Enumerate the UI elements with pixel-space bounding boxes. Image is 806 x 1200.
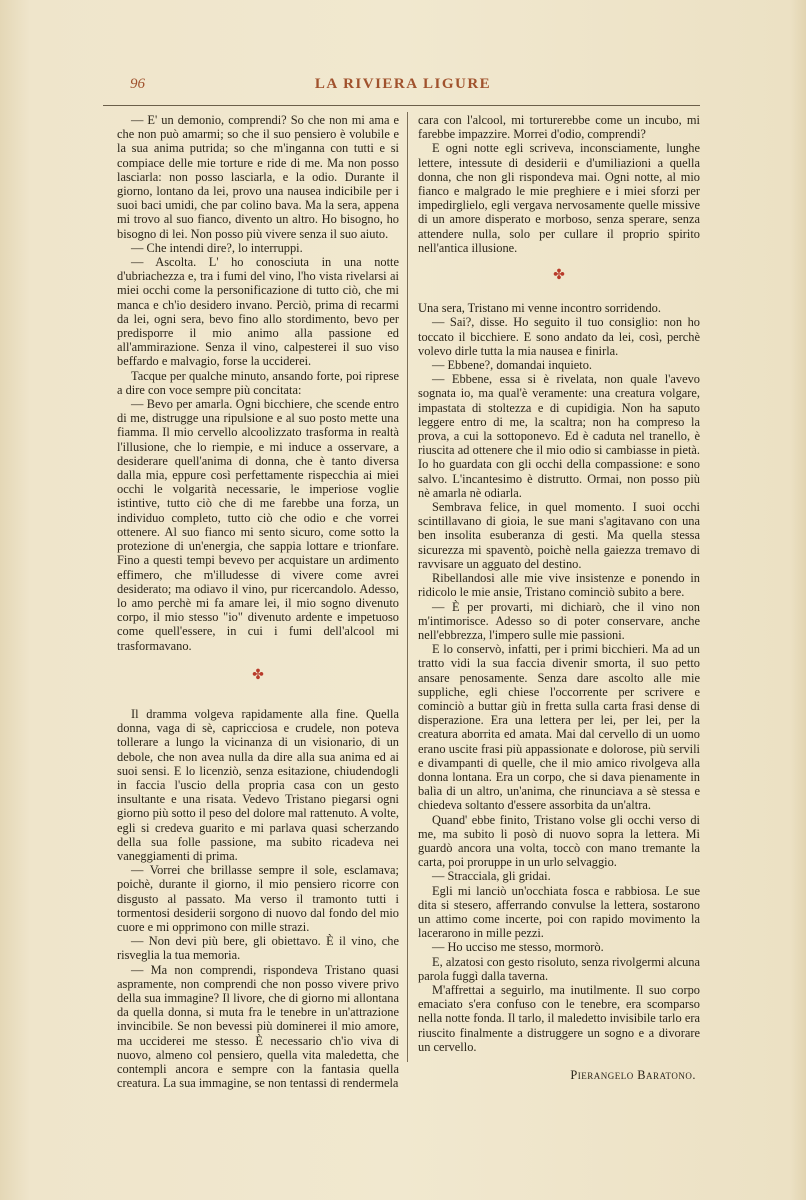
paragraph: cara con l'alcool, mi torturerebbe come un incubo, mi farebbe impazzire. Morrei d'odio, comprendi?	[418, 113, 700, 142]
paragraph: — Non devi più bere, gli obiettavo. È il vino, che risveglia la tua memoria.	[117, 934, 399, 963]
paragraph: Il dramma volgeva rapidamente alla fine. Quella donna, vaga di sè, capricciosa e crudele, non poteva tollerare a lungo la vicinanza di un visionario, di un debole, che non avea nulla da dire alla sua anima ed ai suoi sensi. E lo licenziò, senza esitazione, chiudendogli in faccia l'uscio della propria casa con un gesto insultante e una risata. Vedevo Tristano piegarsi ogni giorno più sotto il peso del dolore mal rattenuto. A volte, egli si credeva guarito e mi parlava quasi scherzando della sua folle passione, ma subito ricadeva nei vaneggiamenti di prima.	[117, 706, 399, 863]
paragraph: Sembrava felice, in quel momento. I suoi occhi scintillavano di gioia, le sue mani s'agitavano con una ben insolita esuberanza di gesti. Ma quella stessa sicurezza mi spaventò, poichè nella gaiezza tremavo di ravvisare un agguato del destino.	[418, 500, 700, 571]
left-column	[117, 113, 399, 1090]
paragraph: Quand' ebbe finito, Tristano volse gli occhi verso di me, ma subito li posò di nuovo sopra la lettera. Mi guardò ancora una volta, toccò con mano tremante la carta, poi proruppe in un urlo selvaggio.	[418, 812, 700, 870]
paragraph: E lo conservò, infatti, per i primi bicchieri. Ma ad un tratto vidi la sua faccia divenir smorta, il suo petto ansare penosamente. Senza dare ascolto alle mie suppliche, egli chiese l'occorrente per scrivere e cominciò a buttar giù in fretta sulla carta frasi dense di disperazione. Era una lettera per lei, per lei, per la creatura aborrita ed amata. Mai dal cervello di un uomo erano uscite frasi più appassionate e dolorose, più servili e divampanti di quelle, che il mio amico rivolgeva alla donna lontana. Era un corpo, che si dava pienamente in balìa di un altro, un'anima, che rinunciava a sè stessa e chiedeva soltanto d'essere assorbita da un'altra.	[418, 642, 700, 813]
paragraph: — Stracciala, gli gridai.	[432, 869, 551, 884]
left-column-section-1	[117, 113, 399, 653]
paragraph: — Ebbene?, domandai inquieto.	[432, 358, 593, 373]
paragraph: — Ascolta. L' ho conosciuta in una notte d'ubriachezza e, tra i fumi del vino, l'ho vista rivelarsi ai miei occhi come la personificazione di tutto ciò, che mi manca e ch'io desidero invano. Perciò, prima di recarmi da lei, ogni sera, bevo fino allo stordimento, bevo per predisporre il mio animo alla passione ed all'ammirazione. Senza il vino, calpesterei il suo viso beffardo e malvagio, forse la ucciderei.	[117, 255, 399, 369]
paragraph: — È per provarti, mi dichiarò, che il vino non m'intimorisce. Adesso so di poter conservare, anche nell'ebbrezza, l'impero sulle mie passioni.	[418, 599, 700, 642]
paragraph: — Sai?, disse. Ho seguito il tuo consiglio: non ho toccato il bicchiere. E sono andato da lei, così, perchè volevo dirle tutta la mia nausea e finirla.	[418, 315, 700, 358]
right-column-section-1	[418, 113, 700, 255]
paragraph: — E' un demonio, comprendi? So che non mi ama e che non può amarmi; so che il suo pensiero è volubile e la sua anima putrida; so che m'inganna con tutti e si compiace delle mie torture e ride di me. Ma non posso lasciarla: non posso lasciarla, e la odio. Durante il giorno, lontano da lei, provo una nausea indicibile per i suoi baci umidi, che par colino bava. Ma la sera, appena mi trovo al suo fianco, divento un altro. Ho bisogno, ho bisogno di lei. Non posso più vivere senza il suo aiuto.	[117, 113, 399, 241]
column-divider	[407, 112, 408, 1062]
paragraph: Una sera, Tristano mi venne incontro sorridendo.	[418, 301, 661, 316]
paragraph: Tacque per qualche minuto, ansando forte, poi riprese a dire con voce sempre più concitata:	[117, 368, 399, 397]
right-column	[418, 113, 700, 1082]
page-header	[100, 76, 706, 98]
section-ornament-icon: ✤	[252, 667, 264, 683]
paragraph: — Che intendi dire?, lo interruppi.	[131, 240, 303, 255]
paragraph: — Vorrei che brillasse sempre il sole, esclamava; poichè, durante il giorno, il mio pensiero ricorre con disgusto al passato. Ma verso il tramonto tutti i tormentosi desiderii sorgono di nuovo dal fondo del mio cuore e mi opprimono con mille strazi.	[117, 863, 399, 934]
page-number: 96	[130, 76, 145, 92]
left-column-section-2	[117, 707, 399, 1090]
journal-title: LA RIVIERA LIGURE	[314, 76, 492, 92]
header-rule	[103, 105, 700, 106]
paragraph: — Ma non comprendi, rispondeva Tristano quasi aspramente, non comprendi che non posso vivere privo della sua immagine? Il livore, che di giorno mi allontana da quella donna, si muta fra le tenebre in un'attrazione invincibile. Se non bevessi più dominerei il mio amore, ma ucciderei me stesso. È necessario ch'io viva di nuovo, almeno col pensiero, quella vita maledetta, che contempli ancora e sempre con la fantasia quella creatura. La sua immagine, se non tentassi di rendermela	[117, 962, 399, 1091]
author-signature: Pierangelo Baratono.	[570, 1068, 696, 1082]
paragraph: — Bevo per amarla. Ogni bicchiere, che scende entro di me, distrugge una ripulsione e al suo posto mette una fiamma. Il mio cervello alcoolizzato trasforma in realtà l'illusione, che lo riempie, e mi induce a osservare, a desiderare quell'anima di donna, che è tanto diversa dalla mia, eppure così perfettamente rispecchia ai miei occhi le volgarità necessarie, le imperiose voglie istintive, tutto ciò che di me farebbe una forza, un individuo completo, tutto ciò che odio e che vorrei ottenere. Al suo fianco mi sento sicuro, come sotto la protezione di un'energia, che sappia lottare e trionfare. Fino a questi tempi bevevo per acquistare un ardimento effimero, che m'illudesse di vivere come avrei desiderato; ma odiavo il vino, pur ricercandolo. Adesso, lo amo perchè mi fa amare lei, il mio sogno divenuto corpo, il mio stesso "io" divenuto ardente e impetuoso come quell'essere, in cui i fumi dell'alcool mi trasformavano.	[117, 397, 399, 653]
paragraph: Egli mi lanciò un'occhiata fosca e rabbiosa. Le sue dita si stesero, afferrando convulse la lettera, sostarono un attimo come incerte, poi con rapido movimento la lacerarono in mille pezzi.	[418, 883, 700, 941]
paragraph: — Ho ucciso me stesso, mormorò.	[432, 940, 604, 955]
right-column-section-2	[418, 301, 700, 1054]
paragraph: Ribellandosi alle mie vive insistenze e ponendo in ridicolo le mie ansie, Tristano cominciò subito a bere.	[418, 571, 700, 600]
paragraph: E, alzatosi con gesto risoluto, senza rivolgermi alcuna parola fuggì dalla taverna.	[418, 954, 700, 983]
paragraph: E ogni notte egli scriveva, inconsciamente, lunghe lettere, intessute di desiderii e d'umiliazioni a quella donna, che non gli rispondeva mai. Ogni notte, al mio fianco e malgrado le mie preghiere e i miei sforzi per impedirglielo, egli vergava nervosamente quelle missive di un amore disperato e morboso, senza sperare, senza attendere nulla, solo per cullare il proprio spirito nell'antica illusione.	[418, 141, 700, 255]
paragraph: — Ebbene, essa si è rivelata, non quale l'avevo sognata io, ma qual'è veramente: una creatura volgare, impastata di stoltezza e di cupidigia. Non ha saputo leggere entro di me, la scaltra; non ha compreso la prova, a cui la sottoponevo. Ed è caduta nel tranello, è riuscita ad ottenere che il mio odio si cambiasse in pietà. Io ho guardata con gli occhi della compassione: e sono salvo. L'incantesimo è distrutto. Ormai, non posso più nè amarla nè odiarla.	[418, 372, 700, 500]
section-ornament-icon: ✤	[553, 268, 565, 284]
paragraph: M'affrettai a seguirlo, ma inutilmente. Il suo corpo emaciato s'era confuso con le tenebre, era scomparso nella notte fonda. Il tarlo, il maledetto invisibile tarlo era riuscito finalmente a distruggere un sogno e a divorare un cervello.	[418, 982, 700, 1054]
